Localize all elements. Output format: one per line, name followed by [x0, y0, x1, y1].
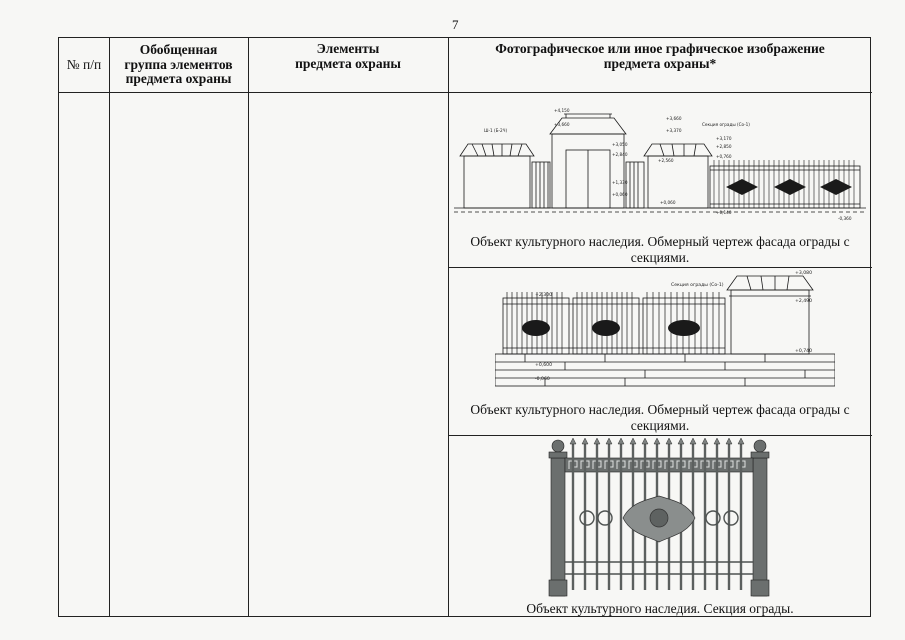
image-caption-3: Объект культурного наследия. Секция ограды.	[526, 601, 794, 616]
elevation-mark: +0,600	[535, 363, 553, 368]
image-caption-2: Объект культурного наследия. Обмерный чертеж фасада ограды с секциями.	[470, 402, 850, 433]
elevation-mark: +0,060	[660, 200, 676, 205]
elevation-mark: +3,050	[612, 142, 628, 147]
elevation-mark: +0,140	[716, 210, 732, 215]
header-num: № п/п	[66, 56, 102, 72]
elevation-mark: +3,660	[554, 122, 570, 127]
elevation-mark: +3,370	[666, 128, 682, 133]
header-divider	[59, 92, 872, 93]
header-group: Обобщенная группа элементов предмета охраны	[124, 41, 233, 87]
elevation-mark: +2,850	[716, 144, 732, 149]
col-divider	[448, 38, 449, 616]
header-elements: Элементы предмета охраны	[295, 41, 401, 71]
drawing-label: Ш-1 (Б-2Ч)	[484, 128, 508, 133]
elevation-mark: -0,060	[535, 377, 550, 382]
fence-facade-drawing-2	[495, 270, 835, 392]
fence-section-drawing	[547, 438, 775, 598]
col-divider	[109, 38, 110, 616]
elevation-mark: +2,560	[658, 158, 674, 163]
elevation-mark: +2,300	[535, 293, 553, 298]
page-number: 7	[452, 17, 459, 32]
elevation-mark: +0,760	[716, 154, 732, 159]
elevation-mark: +2,840	[612, 152, 628, 157]
elevation-mark: +0,740	[795, 349, 813, 354]
row-divider	[448, 267, 872, 268]
elevation-mark: +4,150	[554, 108, 570, 113]
row-divider	[448, 435, 872, 436]
elevation-mark: -0,360	[838, 216, 852, 221]
fence-facade-drawing-1	[454, 104, 866, 234]
col-divider	[248, 38, 249, 616]
elevation-mark: +3,080	[795, 271, 813, 276]
elevation-mark: +3,660	[666, 116, 682, 121]
header-image: Фотографическое или иное графическое изображение предмета охраны*	[495, 41, 825, 71]
elevation-mark: +3,170	[716, 136, 732, 141]
protection-table	[58, 37, 871, 617]
elevation-mark: +2,490	[795, 299, 813, 304]
drawing-label: Секция ограды (Со-1)	[702, 122, 750, 127]
elevation-mark: +1,330	[612, 180, 628, 185]
image-caption-1: Объект культурного наследия. Обмерный чертеж фасада ограды с секциями.	[470, 234, 850, 265]
drawing-label: Секция ограды (Со-1)	[671, 283, 724, 288]
elevation-mark: +0,060	[612, 192, 628, 197]
